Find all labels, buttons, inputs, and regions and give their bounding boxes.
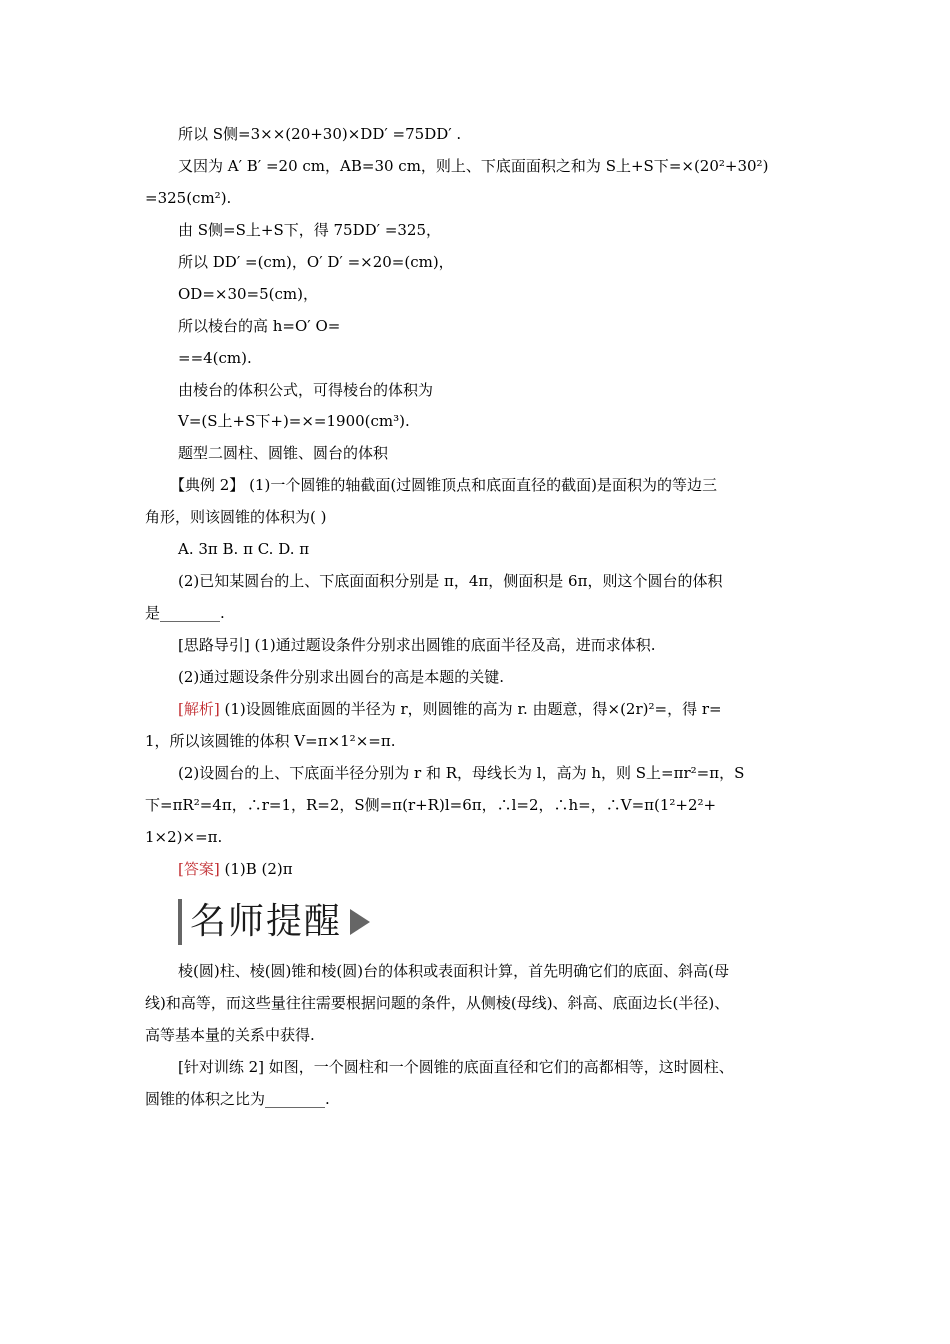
hint-line: (2)通过题设条件分别求出圆台的高是本题的关键. <box>178 668 505 686</box>
banner-title: 名师提醒 <box>190 901 343 942</box>
text-line: (2)设圆台的上、下底面半径分别为 r 和 R，母线长为 l，高为 h，则 S上=πr²=π，S <box>178 764 745 782</box>
text-line: 所以棱台的高 h=O′ O= <box>178 317 341 335</box>
text-line: 圆锥的体积之比为________. <box>145 1090 330 1108</box>
text-line: ==4(cm). <box>178 349 252 367</box>
analysis-text: (1)设圆锥底面圆的半径为 r，则圆锥的高为 r. 由题意，得×(2r)²=，得 r= <box>219 700 722 718</box>
text-line: 1×2)×=π. <box>145 828 223 846</box>
text-line: 是________. <box>145 604 225 622</box>
text-line: V=(S上+S下+)=×=1900(cm³). <box>178 412 410 430</box>
text-line: 高等基本量的关系中获得. <box>145 1026 315 1044</box>
text-line: 所以 S侧=3××(20+30)×DD′ =75DD′ . <box>178 125 462 143</box>
text-line: 线)和高等，而这些量往往需要根据问题的条件，从侧棱(母线)、斜高、底面边长(半径)、 <box>145 994 730 1012</box>
text-line: 棱(圆)柱、棱(圆)锥和棱(圆)台的体积或表面积计算，首先明确它们的底面、斜高(母 <box>178 962 729 980</box>
choices-line: A. 3π B. π C. D. π <box>178 540 310 558</box>
text-line: 1，所以该圆锥的体积 V=π×1²×=π. <box>145 732 396 750</box>
answer-tag: [答案] <box>178 860 220 878</box>
text-line: 下=πR²=4π，∴r=1，R=2，S侧=π(r+R)l=6π，∴l=2，∴h=，∴V=π(1²+2²+ <box>145 796 717 814</box>
analysis-line <box>178 699 722 719</box>
example-line: 【典例 2】 (1)一个圆锥的轴截面(过圆锥顶点和底面直径的截面)是面积为的等边三 <box>170 476 718 494</box>
teacher-reminder-banner <box>178 898 370 946</box>
text-line: OD=×30=5(cm)， <box>178 285 318 303</box>
banner-bar <box>178 899 182 945</box>
section-heading: 题型二圆柱、圆锥、圆台的体积 <box>178 444 389 462</box>
text-line: 由 S侧=S上+S下，得 75DD′ =325， <box>178 221 442 239</box>
text-line: [针对训练 2] 如图，一个圆柱和一个圆锥的底面直径和它们的高都相等，这时圆柱、 <box>178 1058 734 1076</box>
play-triangle-icon <box>350 909 370 935</box>
text-line: 又因为 A′ B′ =20 cm，AB=30 cm，则上、下底面面积之和为 S上+S下=×(20²+30²) <box>178 157 769 175</box>
text-line: (2)已知某圆台的上、下底面面积分别是 π，4π，侧面积是 6π，则这个圆台的体积 <box>178 572 723 590</box>
text-line: 由棱台的体积公式，可得棱台的体积为 <box>178 381 434 399</box>
text-line: =325(cm²). <box>145 189 232 207</box>
analysis-tag: [解析] <box>178 700 220 718</box>
text-line: 所以 DD′ =(cm)，O′ D′ =×20=(cm)， <box>178 253 454 271</box>
text-line: 角形，则该圆锥的体积为( ) <box>145 508 327 526</box>
hint-line: [思路导引] (1)通过题设条件分别求出圆锥的底面半径及高，进而求体积. <box>178 636 656 654</box>
answer-text: (1)B (2)π <box>219 860 293 878</box>
answer-line <box>178 859 293 879</box>
